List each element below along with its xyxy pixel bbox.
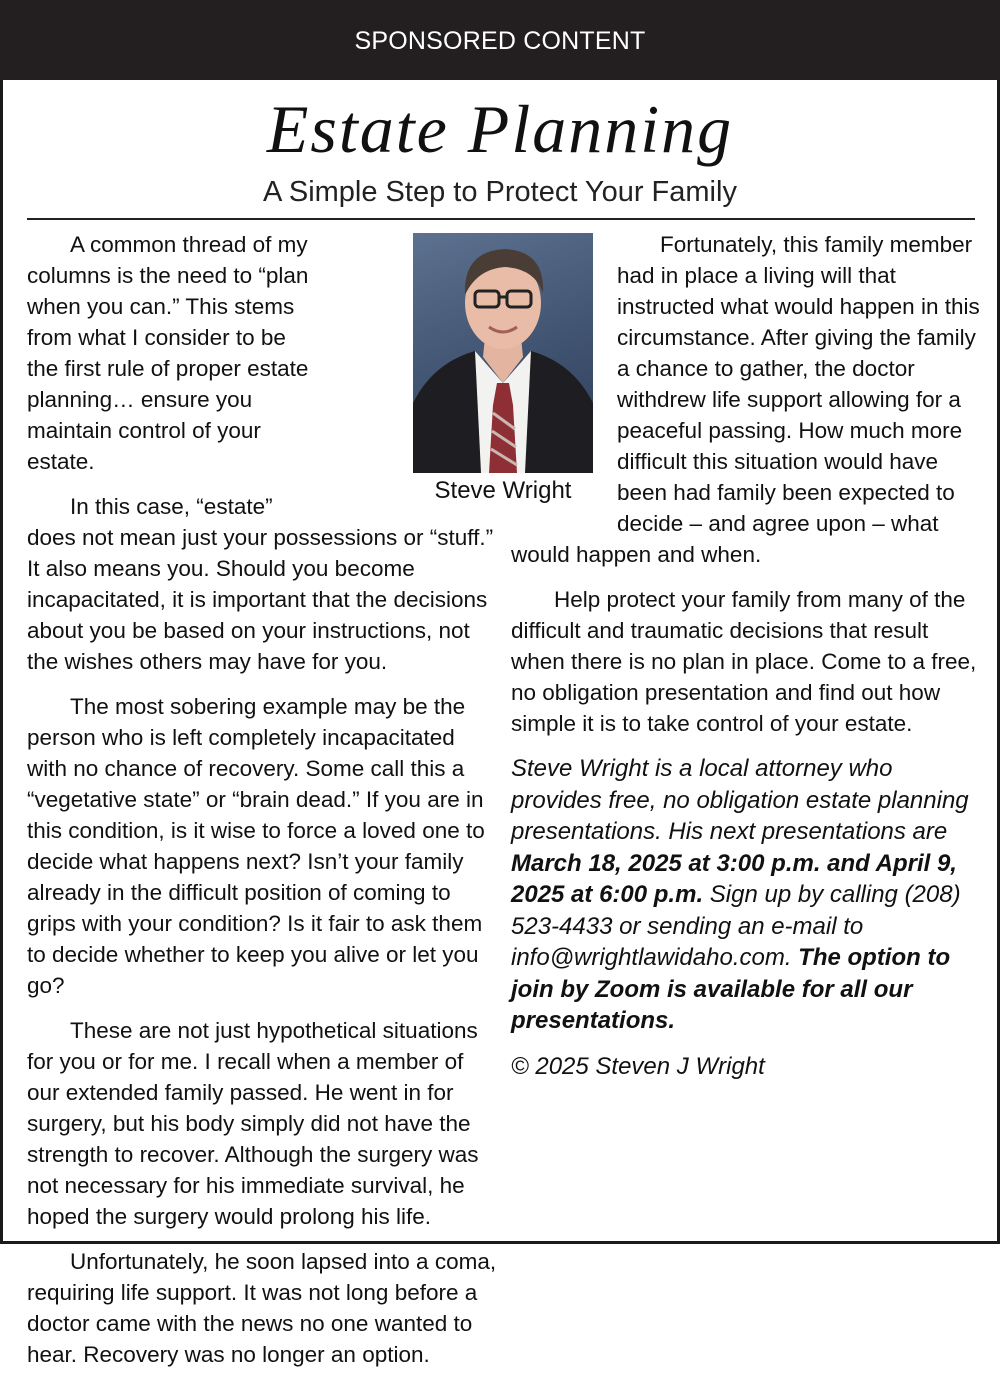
paragraph-4-text: These are not just hypothetical situations for you or for me. I recall when a member of our extended family passed. He went in for surgery, but his body simply did not have the strength to recover. Although the surgery was not necessary for his immediate survival, he hoped the surgery would prolong his life. [27,1018,479,1229]
paragraph-5-text: Unfortunately, he soon lapsed into a coma, requiring life support. It was not long before a doctor came with the news no one wanted to hear. Recovery was no longer an option. [27,1249,497,1367]
bio-dates: March 18, 2025 at 3:00 p.m. and April 9, 2025 at 6:00 p.m. [511,849,957,908]
paragraph-5 [27,1246,497,1370]
paragraph-3-text: The most sobering example may be the person who is left completely incapacitated with no chance of recovery. Some call this a “vegetative state” or “brain dead.” If you are in this condition, is it wise to force a loved one to decide what happens next? Isn’t your family already in the difficult position of coming to grips with your condition? Is it fair to ask them to decide whether to keep you alive or let you go? [27,694,485,998]
title-divider [27,218,975,220]
bio-intro: Steve Wright is a local attorney who provides free, no obligation estate planning presentations. His next presentations are [511,755,969,845]
bio-zoom: The option to join by Zoom is available for all our presentations. [511,944,951,1034]
author-photo [413,233,593,473]
paragraph-4 [27,1015,497,1232]
author-bio [511,753,981,1037]
author-portrait-illustration [413,233,593,473]
sponsored-banner: SPONSORED CONTENT [0,0,1000,80]
bio-signup: Sign up by calling (208) 523-4433 or sending an e-mail to info@wrightlawidaho.com. [511,881,961,971]
copyright-line: © 2025 Steven J Wright [511,1052,765,1080]
paragraph-7 [511,584,981,739]
page-subtitle: A Simple Step to Protect Your Family [263,176,737,208]
page-title: Estate Planning [266,91,734,167]
paragraph-2 [27,491,497,677]
photo-caption: Steve Wright [434,477,572,504]
paragraph-6-text: Fortunately, this family member had in place a living will that instructed what would happen in this circumstance. After giving the family a chance to gather, the doctor withdrew life support allowing for a peaceful passing. How much more difficult this situation would have been had family been expected to decide – and agree upon – what would happen and when. [511,232,980,567]
paragraph-2-text: In this case, “estate” does not mean just your possessions or “stuff.” It also means you. Should you become incapacitated, it is important that the decisions about you be based on your instructions, not the wishes others may have for you. [27,494,494,674]
paragraph-3 [27,691,497,1001]
paragraph-1-text: A common thread of my columns is the need to “plan when you can.” This stems from what I consider to be the first rule of proper estate planning… ensure you maintain control of your estate. [27,232,309,474]
paragraph-7-text: Help protect your family from many of the difficult and traumatic decisions that result when there is no plan in place. Come to a free, no obligation presentation and find out how simple it is to take control of your estate. [511,587,977,736]
